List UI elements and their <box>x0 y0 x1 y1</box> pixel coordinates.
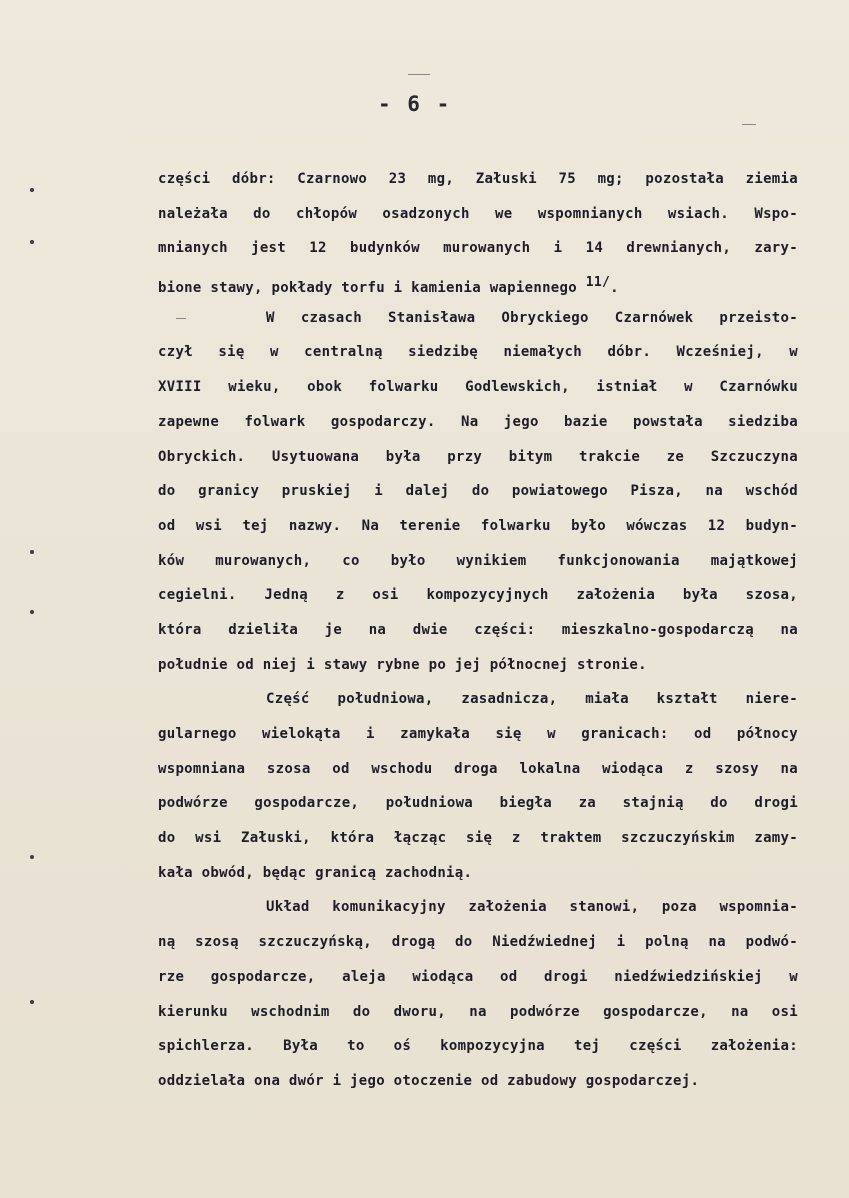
text-line-content: spichlerza. Była to oś kompozycyjna tej części założenia: <box>158 1038 798 1055</box>
text-line-content: części dóbr: Czarnowo 23 mg, Załuski 75 mg; pozostała ziemia <box>158 171 798 187</box>
text-line <box>158 266 798 301</box>
text-line-content: oddzielała ona dwór i jego otoczenie od zabudowy gospodarczej. <box>158 1072 700 1089</box>
text-line <box>158 648 798 683</box>
text-line <box>158 821 798 856</box>
text-line-content: południe od niej i stawy rybne po jej północnej stronie. <box>158 656 647 673</box>
text-line <box>158 1064 798 1099</box>
text-line <box>158 613 798 648</box>
text-line-content: czył się w centralną siedzibę niemałych dóbr. Wcześniej, w <box>158 344 798 361</box>
text-line-content: która dzieliła je na dwie części: mieszkalno-gospodarczą na <box>158 621 798 638</box>
text-line <box>158 162 798 197</box>
text-line-content: od wsi tej nazwy. Na terenie folwarku było wówczas 12 budyn- <box>158 517 798 534</box>
text-line <box>158 370 798 405</box>
text-line-content: do granicy pruskiej i dalej do powiatowego Pisza, na wschód <box>158 483 798 500</box>
page-number: - 6 - <box>378 92 452 116</box>
margin-dot <box>30 550 34 554</box>
text-line-content: podwórze gospodarcze, południowa biegła za stajnią do drogi <box>158 795 798 812</box>
text-line-content: Część południowa, zasadnicza, miała kształt niere- <box>266 691 798 708</box>
text-line-content: kała obwód, będąc granicą zachodnią. <box>158 864 473 881</box>
text-line <box>158 1029 798 1064</box>
trailing-punctuation: . <box>610 280 619 297</box>
text-line-content: gularnego wielokąta i zamykała się w granicach: od północy <box>158 726 798 742</box>
text-line <box>158 995 798 1030</box>
text-line-content: wspomniana szosa od wschodu droga lokalna wiodąca z szosy na <box>158 760 798 777</box>
text-line <box>158 578 798 613</box>
text-line <box>158 231 798 266</box>
text-line <box>158 786 798 821</box>
text-line-content: mnianych jest 12 budynków murowanych i 14 drewnianych, zary- <box>158 240 798 257</box>
text-line-content: rze gospodarcze, aleja wiodąca od drogi niedźwiedzińskiej w <box>158 968 798 985</box>
text-line-content: ną szosą szczuczyńską, drogą do Niedźwiednej i polną na podwó- <box>158 934 798 951</box>
text-line-content: XVIII wieku, obok folwarku Godlewskich, istniał w Czarnówku <box>158 379 798 396</box>
text-line <box>158 682 798 717</box>
margin-dot <box>30 1000 34 1004</box>
margin-dot <box>30 188 34 192</box>
margin-dot <box>30 610 34 614</box>
margin-dot <box>30 240 34 244</box>
text-line <box>158 509 798 544</box>
text-line <box>158 405 798 440</box>
text-line-content: Układ komunikacyjny założenia stanowi, poza wspomnia- <box>266 899 798 916</box>
text-line-content: ków murowanych, co było wynikiem funkcjonowania majątkowej <box>158 552 798 569</box>
text-line <box>158 856 798 891</box>
text-line <box>158 960 798 995</box>
text-line <box>158 197 798 232</box>
text-line-content: kierunku wschodnim do dworu, na podwórze gospodarcze, na osi <box>158 1003 798 1020</box>
text-line <box>158 544 798 579</box>
text-line <box>158 474 798 509</box>
text-line <box>158 717 798 752</box>
text-line <box>158 335 798 370</box>
text-line-content: należała do chłopów osadzonych we wspomnianych wsiach. Wspo- <box>158 205 798 222</box>
margin-dot <box>30 855 34 859</box>
text-line <box>158 752 798 787</box>
text-line-content: cegielni. Jedną z osi kompozycyjnych założenia była szosa, <box>158 587 798 604</box>
text-line-content: bione stawy, pokłady torfu i kamienia wapiennego <box>158 280 586 297</box>
footnote-reference: 11/ <box>585 275 611 291</box>
text-line-content: zapewne folwark gospodarczy. Na jego bazie powstała siedziba <box>158 413 798 430</box>
text-line <box>158 925 798 960</box>
scan-mark <box>408 74 430 75</box>
text-line-content: Obryckich. Usytuowana była przy bitym trakcie ze Szczuczyna <box>158 448 798 465</box>
scan-mark <box>742 124 756 125</box>
text-line <box>158 890 798 925</box>
text-line <box>158 301 798 336</box>
text-line <box>158 440 798 475</box>
body-text <box>158 162 798 1099</box>
text-line-content: do wsi Załuski, która łącząc się z traktem szczuczyńskim zamy- <box>158 830 798 847</box>
text-line-content: W czasach Stanisława Obryckiego Czarnówek przeisto- <box>266 309 798 326</box>
